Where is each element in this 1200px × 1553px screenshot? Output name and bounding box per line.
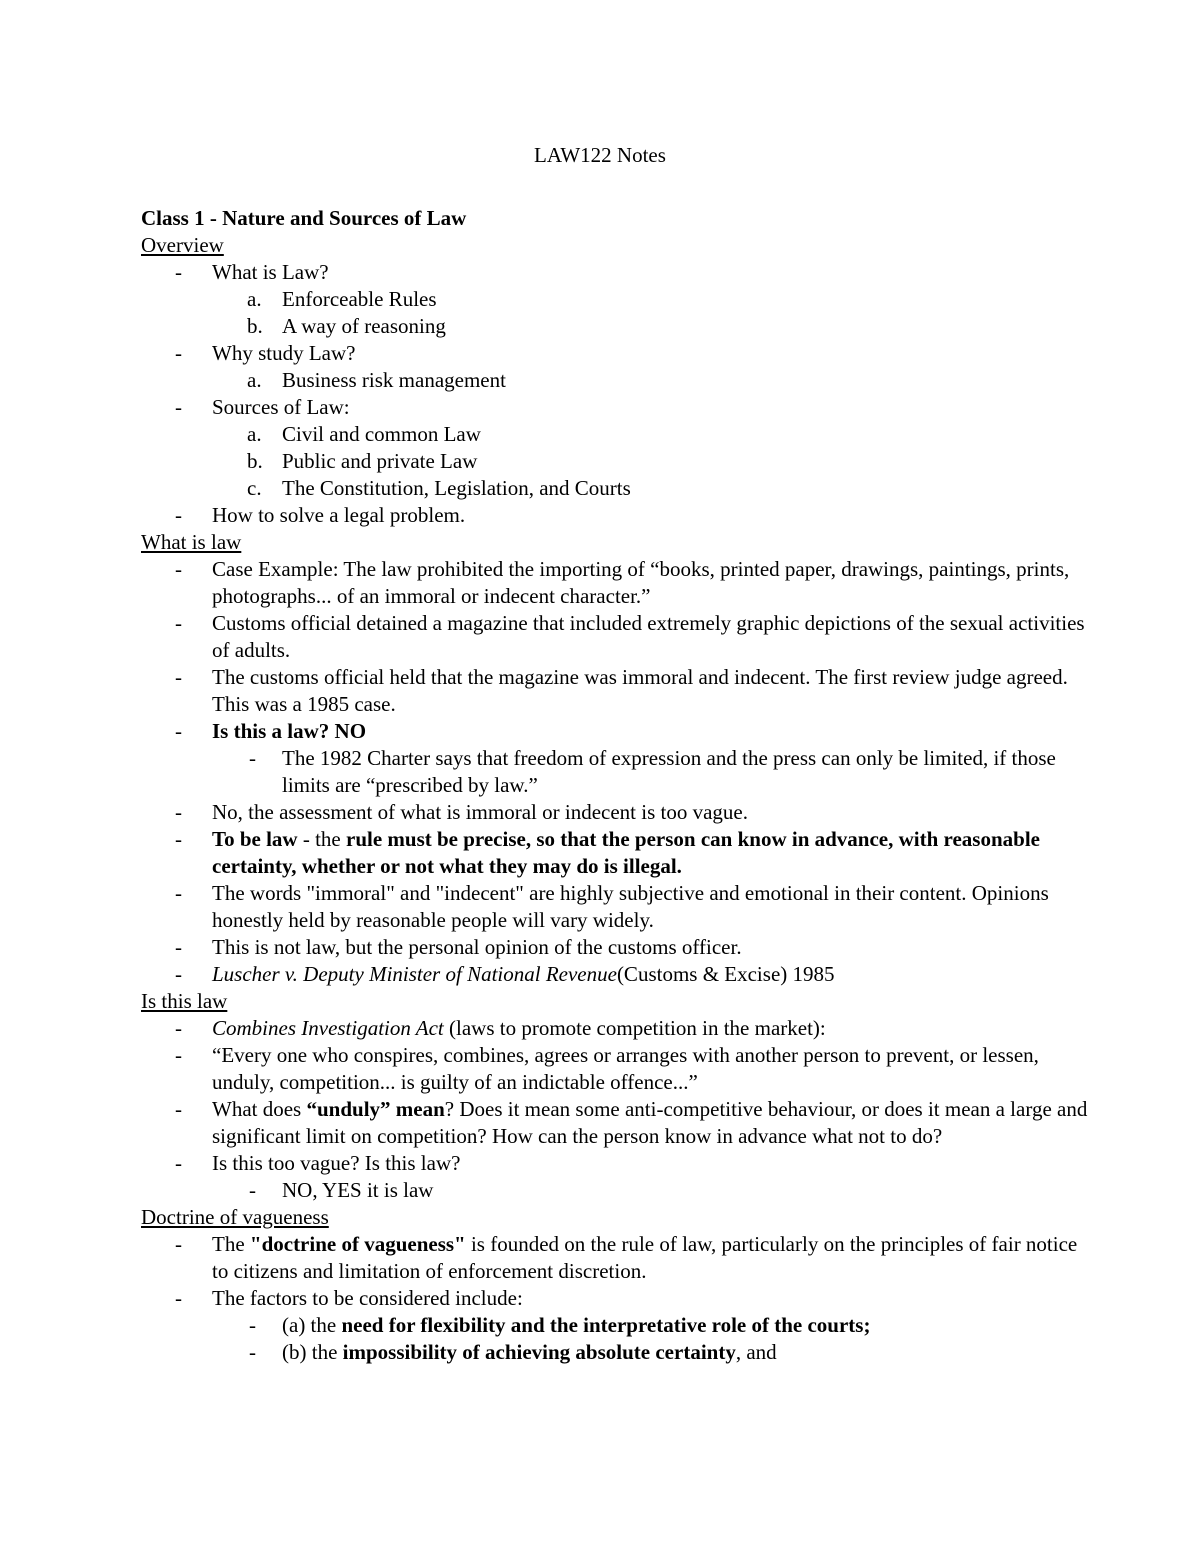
letter-marker: b. [247, 449, 263, 473]
list-item-text: Sources of Law: [212, 395, 350, 419]
case-citation: Luscher v. Deputy Minister of National Revenue [212, 962, 617, 986]
section-heading-overview: Overview [141, 233, 224, 257]
bold-phrase: To be law [212, 827, 298, 851]
plain-phrase: What does [212, 1097, 307, 1121]
list-item [141, 880, 1091, 934]
list-item [141, 259, 1091, 286]
list-item [141, 1339, 1091, 1366]
bold-phrase: need for flexibility and the interpretative role of the courts; [341, 1313, 871, 1337]
list-item [141, 1177, 1091, 1204]
list-item [141, 610, 1091, 664]
list-item-text: Why study Law? [212, 341, 356, 365]
list-item [141, 961, 1091, 988]
plain-phrase: (laws to promote competition in the market): [443, 1016, 826, 1040]
dash-marker: - [175, 881, 182, 905]
list-item [141, 745, 1091, 799]
list-item [141, 1312, 1091, 1339]
dash-marker: - [175, 1232, 182, 1256]
list-item [141, 1042, 1091, 1096]
list-item [141, 934, 1091, 961]
letter-marker: a. [247, 422, 262, 446]
dash-marker: - [175, 611, 182, 635]
list-item-text [212, 827, 1040, 878]
plain-phrase: (Customs & Excise) 1985 [616, 962, 835, 986]
bold-phrase: impossibility of achieving absolute certainty [342, 1340, 736, 1364]
list-item [141, 286, 1091, 313]
list-item [141, 1285, 1091, 1312]
letter-marker: a. [247, 287, 262, 311]
dash-marker: - [175, 827, 182, 851]
document-body [141, 205, 1091, 1366]
list-item-text: This is not law, but the personal opinion of the customs officer. [212, 935, 742, 959]
list-item-text: The factors to be considered include: [212, 1286, 523, 1310]
section-heading-what-is-law: What is law [141, 530, 242, 554]
letter-marker: c. [247, 476, 262, 500]
dash-marker: - [175, 800, 182, 824]
dash-marker: - [249, 1178, 256, 1202]
list-item-text [282, 1340, 777, 1364]
dash-marker: - [175, 395, 182, 419]
section-heading-is-this-law: Is this law [141, 989, 228, 1013]
bold-phrase: "doctrine of vagueness" [249, 1232, 466, 1256]
list-item [141, 475, 1091, 502]
dash-marker: - [175, 503, 182, 527]
plain-phrase: (a) the [282, 1313, 342, 1337]
dash-marker: - [175, 962, 182, 986]
dash-marker: - [175, 1097, 182, 1121]
section-is-this-law [141, 988, 1091, 1204]
section-heading-doctrine: Doctrine of vagueness [141, 1205, 329, 1229]
list-item [141, 556, 1091, 610]
list-item [141, 664, 1091, 718]
list-item-text [212, 1016, 826, 1040]
plain-phrase: - the [297, 827, 346, 851]
list-item [141, 826, 1091, 880]
list-item [141, 718, 1091, 745]
list-item-text: Customs official detained a magazine that included extremely graphic depictions of the sexual activities of adults. [212, 611, 1085, 662]
list-item-text [212, 962, 835, 986]
list-item-text: A way of reasoning [282, 314, 446, 338]
list-item [141, 1096, 1091, 1150]
list-item-text: NO, YES it is law [282, 1178, 434, 1202]
list-item [141, 340, 1091, 367]
plain-phrase: The [212, 1232, 250, 1256]
plain-phrase: ? Does it mean some anti-competitive behaviour, or does it mean a large and significant limit on competition? How can the person know in advance what not to do? [212, 1097, 1088, 1148]
list-item-text: Business risk management [282, 368, 506, 392]
list-item [141, 448, 1091, 475]
list-item [141, 421, 1091, 448]
plain-phrase: is founded on the rule of law, particularly on the principles of fair notice to citizens and limitation of enforcement discretion. [212, 1232, 1078, 1283]
list-item-text: No, the assessment of what is immoral or indecent is too vague. [212, 800, 748, 824]
list-item [141, 502, 1091, 529]
list-item-text: The words "immoral" and "indecent" are highly subjective and emotional in their content. Opinions honestly held by reasonable people will vary widely. [212, 881, 1049, 932]
letter-marker: b. [247, 314, 263, 338]
list-item-text [212, 1097, 1087, 1148]
plain-phrase: (b) the [282, 1340, 343, 1364]
list-item-text: The customs official held that the magazine was immoral and indecent. The first review judge agreed. This was a 1985 case. [212, 665, 1068, 716]
list-item [141, 367, 1091, 394]
dash-marker: - [175, 1043, 182, 1067]
list-item-text: “Every one who conspires, combines, agrees or arranges with another person to prevent, or lessen, unduly, competition... is guilty of an indictable offence...” [212, 1043, 1039, 1094]
dash-marker: - [249, 1340, 256, 1364]
list-item-text: The Constitution, Legislation, and Courts [282, 476, 631, 500]
list-item-text: What is Law? [212, 260, 329, 284]
dash-marker: - [249, 746, 256, 770]
dash-marker: - [175, 719, 182, 743]
act-title: Combines Investigation Act [212, 1016, 444, 1040]
list-item-text: How to solve a legal problem. [212, 503, 466, 527]
dash-marker: - [175, 1016, 182, 1040]
list-item [141, 313, 1091, 340]
list-item-text: The 1982 Charter says that freedom of expression and the press can only be limited, if those limits are “prescribed by law.” [282, 746, 1056, 797]
list-item-text: Enforceable Rules [282, 287, 437, 311]
dash-marker: - [175, 260, 182, 284]
dash-marker: - [175, 1151, 182, 1175]
list-item-text: Civil and common Law [282, 422, 481, 446]
list-item [141, 1150, 1091, 1177]
list-item-text-bold: Is this a law? NO [212, 719, 367, 743]
list-item [141, 1015, 1091, 1042]
dash-marker: - [175, 1286, 182, 1310]
section-what-is-law [141, 529, 1091, 988]
list-item-text: Is this too vague? Is this law? [212, 1151, 461, 1175]
list-item-text [282, 1313, 870, 1337]
dash-marker: - [175, 341, 182, 365]
list-item [141, 394, 1091, 421]
plain-phrase: , and [735, 1340, 777, 1364]
section-overview [141, 232, 1091, 529]
document-title: LAW122 Notes [534, 143, 666, 167]
list-item-text [212, 1232, 1077, 1283]
dash-marker: - [175, 935, 182, 959]
list-item-text: Public and private Law [282, 449, 478, 473]
bold-phrase: rule must be precise, so that the person can know in advance, with reasonable certainty, whether or not what they may do is illegal. [212, 827, 1040, 878]
dash-marker: - [249, 1313, 256, 1337]
list-item [141, 799, 1091, 826]
list-item [141, 1231, 1091, 1285]
bold-phrase: “unduly” mean [306, 1097, 445, 1121]
dash-marker: - [175, 665, 182, 689]
section-doctrine-of-vagueness [141, 1204, 1091, 1366]
letter-marker: a. [247, 368, 262, 392]
dash-marker: - [175, 557, 182, 581]
list-item-text: Case Example: The law prohibited the importing of “books, printed paper, drawings, paintings, prints, photographs... of an immoral or indecent character.” [212, 557, 1070, 608]
class-heading: Class 1 - Nature and Sources of Law [141, 206, 467, 230]
